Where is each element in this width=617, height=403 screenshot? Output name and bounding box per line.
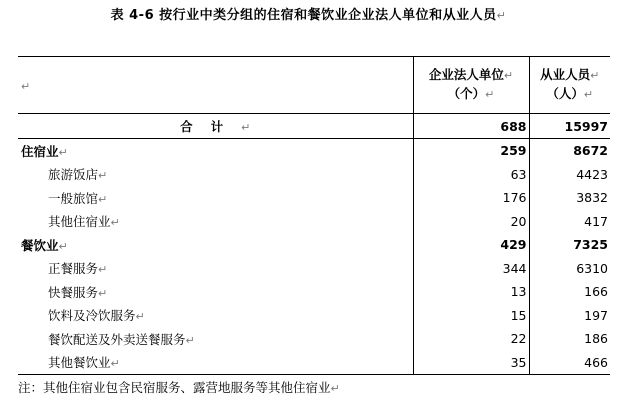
row-label: 快餐服务↵: [48, 284, 108, 300]
total-row: [18, 114, 610, 139]
row-label: 餐饮配送及外卖送餐服务↵: [48, 331, 195, 347]
header-employees-label: 从业人员: [540, 67, 591, 82]
header-blank-cell: ↵: [18, 57, 413, 114]
row-employees: 466: [529, 351, 610, 375]
row-units: 20: [413, 210, 529, 234]
row-employees: 7325: [529, 233, 610, 257]
header-row: [18, 57, 610, 114]
table-row: [18, 327, 610, 351]
table-row: [18, 186, 610, 210]
row-units: 176: [413, 186, 529, 210]
table-title: 表 4-6 按行业中类分组的住宿和餐饮业企业法人单位和从业人员↵: [110, 8, 507, 23]
table-row: [18, 139, 610, 163]
row-label: 其他餐饮业↵: [18, 351, 413, 375]
row-units: 22: [413, 327, 529, 351]
row-employees: 6310: [529, 257, 610, 281]
table-row: [18, 351, 610, 375]
table-row: [18, 210, 610, 234]
row-label: 正餐服务↵: [48, 261, 108, 277]
row-units: 259: [413, 139, 529, 163]
row-employees: 186: [529, 327, 610, 351]
row-employees: 417: [529, 210, 610, 234]
row-units: 63: [413, 163, 529, 187]
header-units-label: 企业法人单位: [428, 67, 504, 82]
row-label: 其他住宿业↵: [48, 214, 120, 230]
table-footnote: 注：其他住宿业包含民宿服务、露营地服务等其他住宿业↵: [18, 380, 340, 395]
row-employees: 3832: [529, 186, 610, 210]
data-table: [18, 56, 610, 375]
row-employees: 8672: [529, 139, 610, 163]
table-row: [18, 304, 610, 328]
header-employees: 从业人员↵ （人）↵: [529, 57, 610, 114]
row-units: 15: [413, 304, 529, 328]
row-label: 餐饮业↵: [21, 237, 68, 253]
header-units: 企业法人单位↵ （个）↵: [413, 57, 529, 114]
header-employees-unit: （人）: [546, 86, 584, 101]
table-row: [18, 257, 610, 281]
total-units: 688: [413, 114, 529, 139]
row-employees: 4423: [529, 163, 610, 187]
row-units: 35: [413, 351, 529, 375]
row-units: 429: [413, 233, 529, 257]
table-row: [18, 233, 610, 257]
row-units: 344: [413, 257, 529, 281]
table-row: [18, 280, 610, 304]
row-label: 住宿业↵: [21, 143, 68, 159]
table-row: [18, 163, 610, 187]
total-label: 合计↵: [18, 114, 413, 139]
row-employees: 197: [529, 304, 610, 328]
row-label: 饮料及冷饮服务↵: [48, 308, 145, 324]
row-label: 旅游饭店↵: [48, 167, 108, 183]
total-employees: 15997: [529, 114, 610, 139]
row-employees: 166: [529, 280, 610, 304]
row-units: 13: [413, 280, 529, 304]
row-label: 一般旅馆↵: [48, 190, 108, 206]
header-units-unit: （个）: [447, 86, 486, 101]
